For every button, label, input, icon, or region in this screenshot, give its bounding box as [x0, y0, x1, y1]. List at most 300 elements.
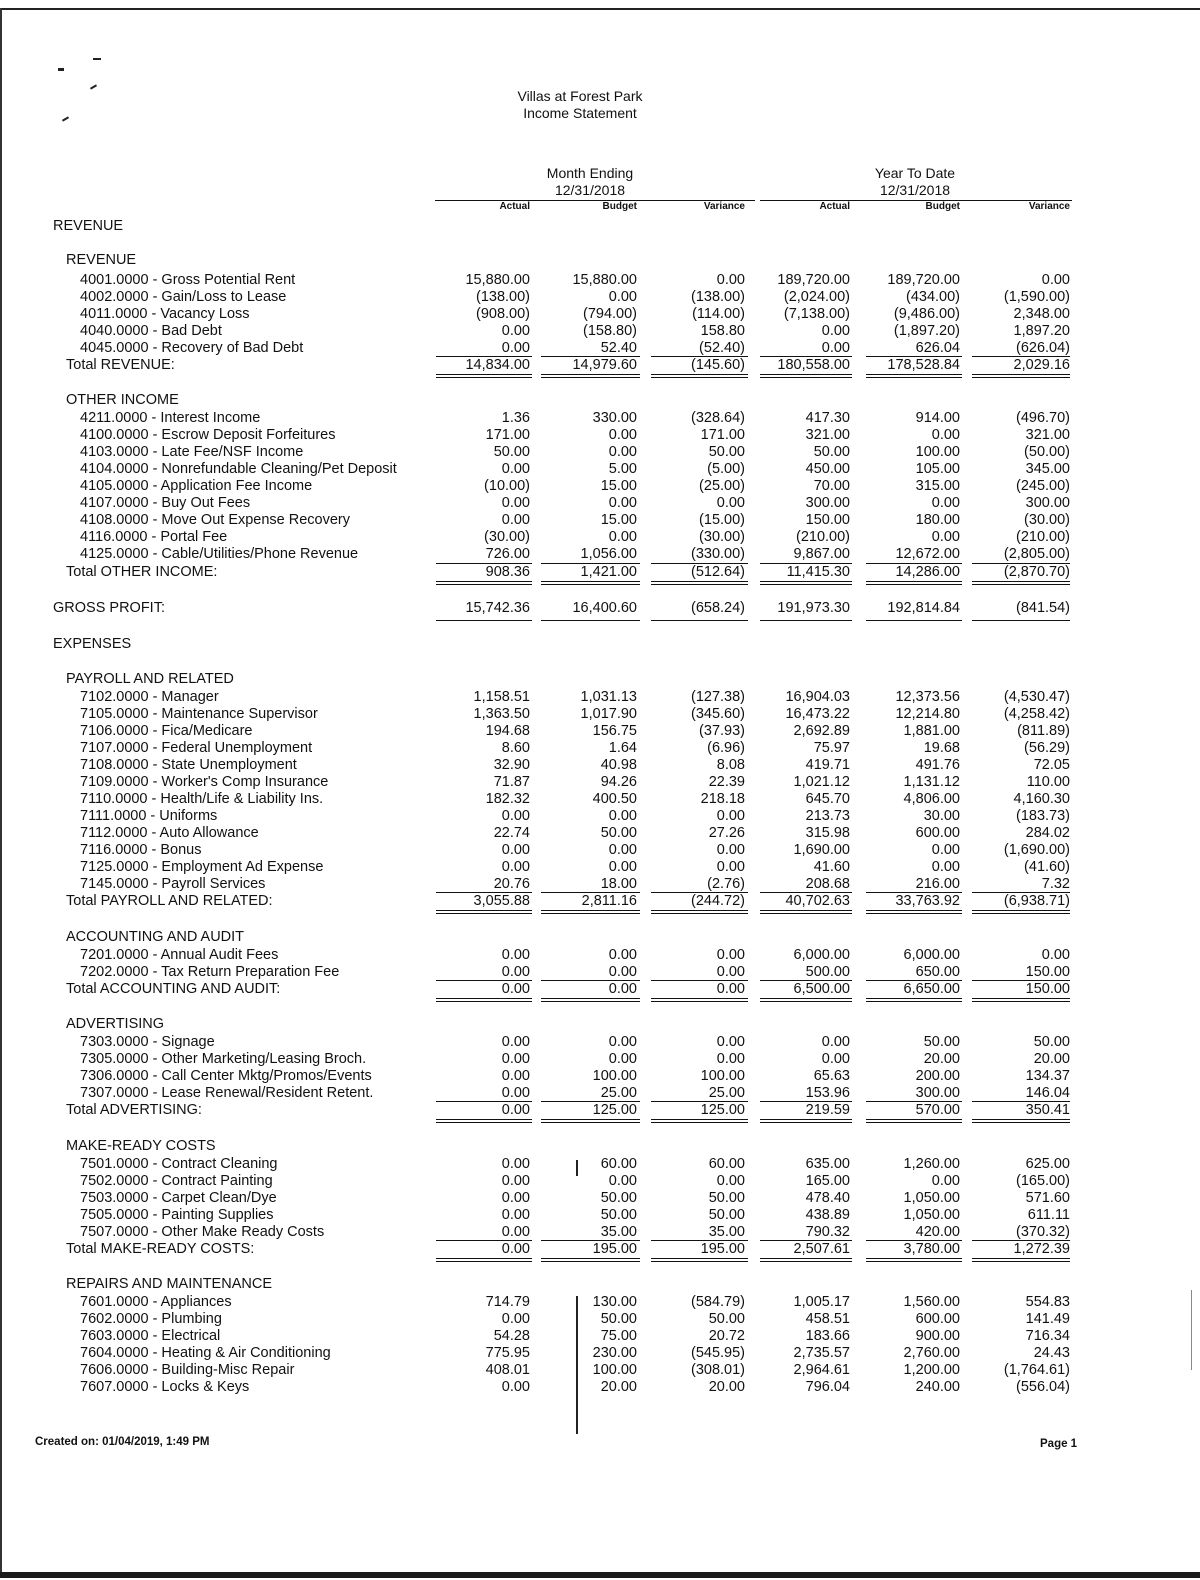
total-double-rule [651, 374, 748, 378]
amount-cell: (6,938.71) [1003, 893, 1070, 909]
amount-cell: 0.00 [608, 495, 637, 511]
amount-cell: 153.96 [805, 1085, 850, 1101]
row-label: 4125.0000 - Cable/Utilities/Phone Revenue [80, 546, 359, 562]
amount-cell: 0.00 [501, 323, 530, 339]
gross-profit-rule [866, 620, 962, 621]
amount-cell: (9,486.00) [893, 306, 960, 322]
amount-cell: (584.79) [690, 1294, 745, 1310]
amount-cell: 24.43 [1033, 1345, 1070, 1361]
amount-cell: 14,286.00 [895, 564, 960, 580]
amount-cell: 20.00 [708, 1379, 745, 1395]
amount-cell: 1,005.17 [793, 1294, 850, 1310]
amount-cell: 0.00 [501, 1224, 530, 1240]
page-number: Page 1 [1040, 1438, 1078, 1450]
amount-cell: 22.74 [493, 825, 530, 841]
amount-cell: 32.90 [493, 757, 530, 773]
amount-cell: 1,272.39 [1013, 1241, 1070, 1257]
line-item-row [0, 1224, 1200, 1241]
subtotal-rule [972, 980, 1070, 981]
amount-cell: 0.00 [716, 1051, 745, 1067]
amount-cell: (7,138.00) [783, 306, 850, 322]
amount-cell: 15,742.36 [465, 600, 530, 616]
amount-cell: (56.29) [1024, 740, 1070, 756]
subtotal-rule [760, 892, 852, 893]
total-double-rule [436, 1119, 532, 1123]
line-item-row [0, 876, 1200, 893]
amount-cell: 635.00 [805, 1156, 850, 1172]
amount-cell: (158.80) [582, 323, 637, 339]
amount-cell: 0.00 [716, 808, 745, 824]
gross-profit-rule [760, 620, 852, 621]
amount-cell: 219.59 [805, 1102, 850, 1118]
row-label: 7503.0000 - Carpet Clean/Dye [80, 1190, 277, 1206]
total-double-rule [541, 1119, 640, 1123]
amount-cell: (52.40) [699, 340, 745, 356]
row-label: 4040.0000 - Bad Debt [80, 323, 222, 339]
amount-cell: 1,017.90 [580, 706, 637, 722]
amount-cell: 213.73 [805, 808, 850, 824]
amount-cell: 125.00 [592, 1102, 637, 1118]
amount-cell: 33,763.92 [895, 893, 960, 909]
total-double-rule [866, 374, 962, 378]
total-row [0, 357, 1200, 374]
amount-cell: 30.00 [923, 808, 960, 824]
amount-cell: 345.00 [1025, 461, 1070, 477]
amount-cell: 15.00 [600, 512, 637, 528]
amount-cell: 60.00 [708, 1156, 745, 1172]
amount-cell: 9,867.00 [793, 546, 850, 562]
row-label: 7507.0000 - Other Make Ready Costs [80, 1224, 325, 1240]
amount-cell: 1,897.20 [1013, 323, 1070, 339]
amount-cell: 6,500.00 [793, 981, 850, 997]
amount-cell: 100.00 [592, 1068, 637, 1084]
line-item-row [0, 825, 1200, 842]
line-item-row [0, 757, 1200, 774]
amount-cell: (127.38) [690, 689, 745, 705]
amount-cell: (4,530.47) [1003, 689, 1070, 705]
amount-cell: 183.66 [805, 1328, 850, 1344]
amount-cell: 25.00 [600, 1085, 637, 1101]
amount-cell: 180,558.00 [777, 357, 850, 373]
row-label: 4011.0000 - Vacancy Loss [80, 306, 250, 322]
amount-cell: 0.00 [608, 289, 637, 305]
total-row [0, 893, 1200, 910]
amount-cell: 158.80 [700, 323, 745, 339]
amount-cell: 8.08 [716, 757, 745, 773]
subtotal-rule [651, 980, 748, 981]
subtotal-rule [436, 356, 532, 357]
row-label: REVENUE [53, 218, 124, 234]
line-item-row [0, 740, 1200, 757]
line-item-row [0, 427, 1200, 444]
amount-cell: 0.00 [501, 1241, 530, 1257]
amount-cell: (1,590.00) [1003, 289, 1070, 305]
col-ytd-budget: Budget [925, 201, 960, 212]
amount-cell: (330.00) [690, 546, 745, 562]
amount-cell: 458.51 [805, 1311, 850, 1327]
row-label: 7108.0000 - State Unemployment [80, 757, 297, 773]
amount-cell: 1,131.12 [903, 774, 960, 790]
amount-cell: (145.60) [690, 357, 745, 373]
subtotal-rule [866, 980, 962, 981]
line-item-row [0, 478, 1200, 495]
line-item-row [0, 461, 1200, 478]
amount-cell: 230.00 [592, 1345, 637, 1361]
amount-cell: 1,050.00 [903, 1190, 960, 1206]
amount-cell: 0.00 [931, 529, 960, 545]
amount-cell: 0.00 [931, 1173, 960, 1189]
amount-cell: 716.34 [1025, 1328, 1070, 1344]
subtotal-rule [651, 1240, 748, 1241]
amount-cell: 908.36 [485, 564, 530, 580]
row-label: 7106.0000 - Fica/Medicare [80, 723, 253, 739]
amount-cell: 0.00 [501, 1034, 530, 1050]
subtotal-rule [866, 356, 962, 357]
amount-cell: 15,880.00 [572, 272, 637, 288]
amount-cell: 218.18 [700, 791, 745, 807]
row-label: 4100.0000 - Escrow Deposit Forfeitures [80, 427, 336, 443]
amount-cell: 100.00 [915, 444, 960, 460]
total-row [0, 981, 1200, 998]
amount-cell: 0.00 [501, 512, 530, 528]
row-label: 4108.0000 - Move Out Expense Recovery [80, 512, 351, 528]
amount-cell: 0.00 [716, 495, 745, 511]
amount-cell: 300.00 [805, 495, 850, 511]
report-title: Income Statement [523, 105, 637, 121]
total-double-rule [651, 1258, 748, 1262]
total-double-rule [760, 1119, 852, 1123]
amount-cell: 0.00 [501, 1051, 530, 1067]
line-item-row [0, 1173, 1200, 1190]
amount-cell: 3,055.88 [473, 893, 530, 909]
amount-cell: 0.00 [608, 947, 637, 963]
amount-cell: 8.60 [501, 740, 530, 756]
amount-cell: 0.00 [501, 1156, 530, 1172]
amount-cell: 0.00 [501, 859, 530, 875]
row-label: 7307.0000 - Lease Renewal/Resident Retent. [80, 1085, 374, 1101]
amount-cell: (210.00) [795, 529, 850, 545]
line-item-row [0, 1068, 1200, 1085]
gross-profit-rule [436, 620, 532, 621]
subtotal-rule [436, 1101, 532, 1102]
line-item-row [0, 495, 1200, 512]
amount-cell: 50.00 [600, 1207, 637, 1223]
total-double-rule [760, 374, 852, 378]
amount-cell: (5.00) [707, 461, 745, 477]
amount-cell: 25.00 [708, 1085, 745, 1101]
total-double-rule [866, 910, 962, 914]
line-item-row [0, 289, 1200, 306]
amount-cell: 0.00 [501, 461, 530, 477]
subtotal-rule [651, 563, 748, 564]
amount-cell: 645.70 [805, 791, 850, 807]
amount-cell: 6,000.00 [903, 947, 960, 963]
subtotal-rule [541, 356, 640, 357]
amount-cell: 130.00 [592, 1294, 637, 1310]
amount-cell: 20.76 [493, 876, 530, 892]
line-item-row [0, 529, 1200, 546]
section-heading [0, 636, 1200, 653]
line-item-row [0, 1345, 1200, 1362]
amount-cell: 191,973.30 [777, 600, 850, 616]
amount-cell: (370.32) [1015, 1224, 1070, 1240]
amount-cell: 1,560.00 [903, 1294, 960, 1310]
amount-cell: (434.00) [905, 289, 960, 305]
line-item-row [0, 723, 1200, 740]
col-month-budget: Budget [602, 201, 637, 212]
total-double-rule [760, 998, 852, 1002]
subtotal-rule [972, 1240, 1070, 1241]
amount-cell: 0.00 [931, 859, 960, 875]
row-label: Total ADVERTISING: [66, 1102, 202, 1118]
row-label: 7111.0000 - Uniforms [80, 808, 218, 824]
amount-cell: (1,690.00) [1003, 842, 1070, 858]
section-heading [0, 671, 1200, 688]
amount-cell: (2,805.00) [1003, 546, 1070, 562]
col-month-variance: Variance [703, 201, 745, 212]
row-label: 4107.0000 - Buy Out Fees [80, 495, 251, 511]
amount-cell: 554.83 [1025, 1294, 1070, 1310]
amount-cell: 1,021.12 [793, 774, 850, 790]
amount-cell: 50.00 [708, 1190, 745, 1206]
amount-cell: 714.79 [485, 1294, 530, 1310]
amount-cell: (2,024.00) [783, 289, 850, 305]
line-item-row [0, 1294, 1200, 1311]
row-label: Total OTHER INCOME: [66, 564, 218, 580]
amount-cell: 6,650.00 [903, 981, 960, 997]
row-label: 4002.0000 - Gain/Loss to Lease [80, 289, 287, 305]
amount-cell: 0.00 [931, 427, 960, 443]
amount-cell: 16,473.22 [785, 706, 850, 722]
total-row [0, 1241, 1200, 1258]
amount-cell: 4,160.30 [1013, 791, 1070, 807]
amount-cell: 0.00 [821, 1034, 850, 1050]
amount-cell: 0.00 [931, 842, 960, 858]
amount-cell: 100.00 [592, 1362, 637, 1378]
amount-cell: 171.00 [485, 427, 530, 443]
amount-cell: (1,764.61) [1003, 1362, 1070, 1378]
amount-cell: (10.00) [484, 478, 530, 494]
row-label: 7606.0000 - Building-Misc Repair [80, 1362, 295, 1378]
row-label: 7145.0000 - Payroll Services [80, 876, 266, 892]
amount-cell: 20.00 [923, 1051, 960, 1067]
amount-cell: (811.89) [1017, 723, 1070, 739]
amount-cell: 194.68 [485, 723, 530, 739]
subtotal-rule [972, 563, 1070, 564]
amount-cell: 1.36 [501, 410, 530, 426]
amount-cell: 408.01 [485, 1362, 530, 1378]
amount-cell: 35.00 [708, 1224, 745, 1240]
amount-cell: 1,363.50 [473, 706, 530, 722]
line-item-row [0, 444, 1200, 461]
amount-cell: 0.00 [501, 981, 530, 997]
amount-cell: 726.00 [485, 546, 530, 562]
amount-cell: 7.32 [1041, 876, 1070, 892]
total-double-rule [866, 1258, 962, 1262]
total-double-rule [972, 374, 1070, 378]
amount-cell: 478.40 [805, 1190, 850, 1206]
amount-cell: 0.00 [716, 981, 745, 997]
amount-cell: 54.28 [493, 1328, 530, 1344]
amount-cell: 20.72 [708, 1328, 745, 1344]
total-double-rule [541, 374, 640, 378]
line-item-row [0, 272, 1200, 289]
total-double-rule [436, 998, 532, 1002]
amount-cell: (41.60) [1024, 859, 1070, 875]
line-item-row [0, 1311, 1200, 1328]
row-label: REVENUE [66, 252, 137, 268]
amount-cell: 321.00 [805, 427, 850, 443]
line-item-row [0, 947, 1200, 964]
amount-cell: 146.04 [1025, 1085, 1070, 1101]
amount-cell: 0.00 [608, 842, 637, 858]
amount-cell: 12,373.56 [895, 689, 960, 705]
amount-cell: 165.00 [805, 1173, 850, 1189]
amount-cell: (183.73) [1015, 808, 1070, 824]
row-label: 7601.0000 - Appliances [80, 1294, 232, 1310]
amount-cell: 22.39 [708, 774, 745, 790]
amount-cell: 3,780.00 [903, 1241, 960, 1257]
amount-cell: 0.00 [608, 964, 637, 980]
amount-cell: 50.00 [708, 1311, 745, 1327]
amount-cell: 52.40 [600, 340, 637, 356]
subtotal-rule [760, 356, 852, 357]
row-label: REPAIRS AND MAINTENANCE [66, 1276, 272, 1292]
amount-cell: 5.00 [608, 461, 637, 477]
subtotal-rule [541, 1240, 640, 1241]
amount-cell: 208.68 [805, 876, 850, 892]
amount-cell: 105.00 [915, 461, 960, 477]
amount-cell: 200.00 [915, 1068, 960, 1084]
amount-cell: 1,200.00 [903, 1362, 960, 1378]
amount-cell: 50.00 [600, 1311, 637, 1327]
amount-cell: (15.00) [699, 512, 745, 528]
amount-cell: 0.00 [501, 1102, 530, 1118]
col-month-actual: Actual [499, 201, 530, 212]
line-item-row [0, 964, 1200, 981]
amount-cell: 0.00 [501, 1379, 530, 1395]
amount-cell: 0.00 [716, 947, 745, 963]
amount-cell: 0.00 [608, 1034, 637, 1050]
amount-cell: 0.00 [716, 272, 745, 288]
report-header [0, 88, 1160, 122]
section-heading [0, 392, 1200, 409]
row-label: 7603.0000 - Electrical [80, 1328, 221, 1344]
amount-cell: 0.00 [608, 981, 637, 997]
line-item-row [0, 808, 1200, 825]
amount-cell: 110.00 [1026, 774, 1070, 790]
row-label: Total REVENUE: [66, 357, 175, 373]
amount-cell: (2.76) [707, 876, 745, 892]
subtotal-rule [760, 1101, 852, 1102]
amount-cell: 0.00 [716, 1034, 745, 1050]
amount-cell: 178,528.84 [887, 357, 960, 373]
amount-cell: (2,870.70) [1003, 564, 1070, 580]
subtotal-rule [436, 980, 532, 981]
amount-cell: 0.00 [931, 495, 960, 511]
amount-cell: 438.89 [805, 1207, 850, 1223]
total-double-rule [436, 581, 532, 585]
amount-cell: 0.00 [501, 1068, 530, 1084]
amount-cell: 0.00 [608, 1051, 637, 1067]
line-item-row [0, 1034, 1200, 1051]
amount-cell: 150.00 [1025, 981, 1070, 997]
line-item-row [0, 546, 1200, 563]
amount-cell: 0.00 [608, 859, 637, 875]
amount-cell: 50.00 [600, 1190, 637, 1206]
row-label: 4001.0000 - Gross Potential Rent [80, 272, 296, 288]
amount-cell: 571.60 [1025, 1190, 1070, 1206]
amount-cell: 315.00 [915, 478, 960, 494]
amount-cell: 1,031.13 [580, 689, 637, 705]
row-label: 7116.0000 - Bonus [80, 842, 202, 858]
amount-cell: 27.26 [708, 825, 745, 841]
amount-cell: (545.95) [690, 1345, 745, 1361]
total-double-rule [651, 581, 748, 585]
row-label: 7505.0000 - Painting Supplies [80, 1207, 274, 1223]
row-label: 7305.0000 - Other Marketing/Leasing Broch. [80, 1051, 367, 1067]
row-label: 7607.0000 - Locks & Keys [80, 1379, 250, 1395]
amount-cell: (658.24) [690, 600, 745, 616]
amount-cell: 0.00 [1041, 272, 1070, 288]
amount-cell: 0.00 [501, 1311, 530, 1327]
scan-speck [58, 68, 64, 71]
row-label: OTHER INCOME [66, 392, 179, 408]
total-double-rule [541, 1258, 640, 1262]
subtotal-rule [866, 1240, 962, 1241]
amount-cell: 0.00 [501, 842, 530, 858]
total-double-rule [651, 998, 748, 1002]
amount-cell: 321.00 [1025, 427, 1070, 443]
amount-cell: 570.00 [915, 1102, 960, 1118]
section-heading [0, 1016, 1200, 1033]
line-item-row [0, 306, 1200, 323]
line-item-row [0, 1156, 1200, 1173]
total-double-rule [651, 910, 748, 914]
total-double-rule [972, 1258, 1070, 1262]
amount-cell: 192,814.84 [887, 600, 960, 616]
amount-cell: 0.00 [608, 529, 637, 545]
line-item-row [0, 1207, 1200, 1224]
amount-cell: (138.00) [475, 289, 530, 305]
section-heading [0, 1138, 1200, 1155]
subtotal-rule [760, 980, 852, 981]
amount-cell: 189,720.00 [777, 272, 850, 288]
amount-cell: (30.00) [1024, 512, 1070, 528]
amount-cell: 1.64 [608, 740, 637, 756]
row-label: 4045.0000 - Recovery of Bad Debt [80, 340, 304, 356]
amount-cell: 300.00 [915, 1085, 960, 1101]
total-double-rule [436, 910, 532, 914]
subtotal-rule [866, 563, 962, 564]
amount-cell: 0.00 [608, 808, 637, 824]
amount-cell: 2,507.61 [793, 1241, 850, 1257]
total-double-rule [760, 581, 852, 585]
line-item-row [0, 340, 1200, 357]
row-label: ACCOUNTING AND AUDIT [66, 929, 245, 945]
subtotal-rule [436, 892, 532, 893]
amount-cell: 0.00 [501, 1207, 530, 1223]
scan-speck [93, 58, 101, 60]
amount-cell: 1,158.51 [473, 689, 530, 705]
amount-cell: 0.00 [608, 1173, 637, 1189]
amount-cell: 50.00 [600, 825, 637, 841]
amount-cell: 134.37 [1025, 1068, 1070, 1084]
amount-cell: 16,904.03 [785, 689, 850, 705]
amount-cell: 94.26 [600, 774, 637, 790]
section-heading [0, 252, 1200, 269]
row-label: Total MAKE-READY COSTS: [66, 1241, 255, 1257]
